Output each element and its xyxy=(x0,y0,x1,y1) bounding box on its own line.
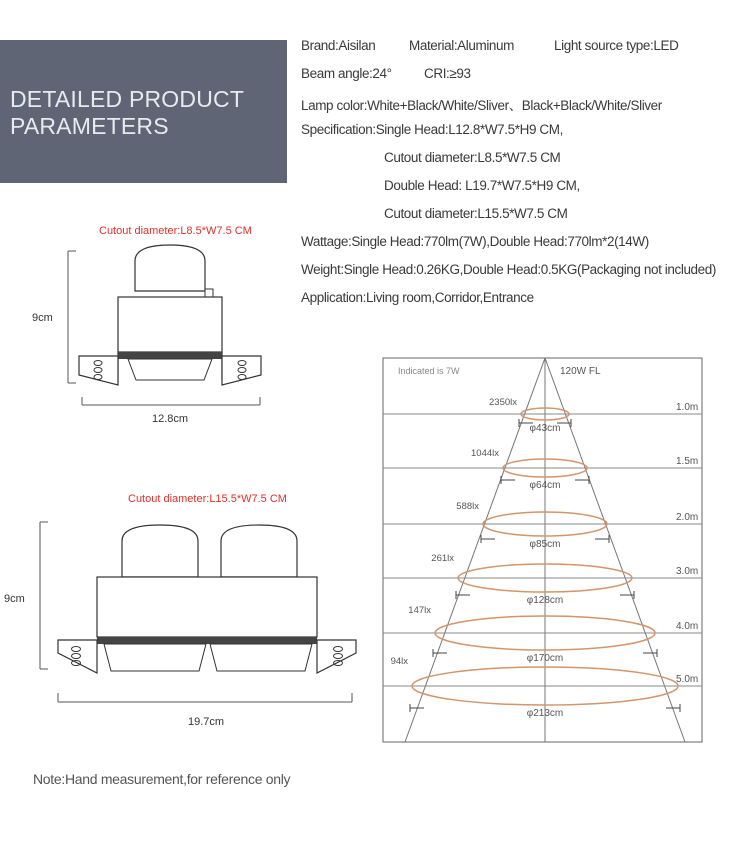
beam-distance-label: 1.0m xyxy=(676,402,699,413)
beam-diameter-label: φ128cm xyxy=(526,595,564,606)
beam-diameter-label: φ85cm xyxy=(529,539,561,550)
beam-distance-label: 4.0m xyxy=(676,621,699,632)
single-cutout-label: Cutout diameter:L8.5*W7.5 CM xyxy=(99,225,252,237)
spec-weight: Weight:Single Head:0.26KG,Double Head:0.5KG(Packaging not included) xyxy=(301,262,716,277)
spec-cutout-single: Cutout diameter:L8.5*W7.5 CM xyxy=(384,150,561,165)
beam-chart-title: 120W FL xyxy=(560,366,601,377)
single-height-label: 9cm xyxy=(32,312,53,324)
spec-wattage: Wattage:Single Head:770lm(7W),Double Head:770lm*2(14W) xyxy=(301,234,649,249)
beam-lux-label: 261lx xyxy=(431,553,454,564)
beam-lux-label: 2350lx xyxy=(489,397,517,408)
beam-lux-label: 1044lx xyxy=(471,448,499,459)
beam-chart-frame xyxy=(383,358,702,742)
double-height-label: 9cm xyxy=(4,593,25,605)
beam-distance-label: 3.0m xyxy=(676,566,699,577)
beam-distance-label: 2.0m xyxy=(676,512,699,523)
beam-chart-note: Indicated is 7W xyxy=(398,366,460,376)
beam-diameter-label: φ170cm xyxy=(526,653,564,664)
beam-lux-label: 94lx xyxy=(390,656,408,667)
spec-cutout-double: Cutout diameter:L15.5*W7.5 CM xyxy=(384,206,568,221)
single-width-label: 12.8cm xyxy=(152,413,189,425)
beam-distance-label: 1.5m xyxy=(676,456,699,467)
beam-diameter-label: φ43cm xyxy=(529,423,561,434)
beam-lux-label: 588lx xyxy=(456,501,479,512)
beam-diameter-label: φ64cm xyxy=(529,480,561,491)
spec-specification-double: Double Head: L19.7*W7.5*H9 CM, xyxy=(384,178,580,193)
banner-title-line2: PARAMETERS xyxy=(10,113,169,139)
spec-beam-angle: Beam angle:24° xyxy=(301,66,392,81)
beam-lux-label: 147lx xyxy=(408,605,431,616)
spec-material: Material:Aluminum xyxy=(409,38,514,53)
double-width-label: 19.7cm xyxy=(188,716,225,728)
spec-light-source: Light source type:LED xyxy=(554,38,679,53)
spec-brand: Brand:Aisilan xyxy=(301,38,376,53)
beam-distance-label: 5.0m xyxy=(676,674,699,685)
double-cutout-label: Cutout diameter:L15.5*W7.5 CM xyxy=(128,493,287,505)
banner-title-line1: DETAILED PRODUCT xyxy=(10,86,245,112)
footer-note: Note:Hand measurement,for reference only xyxy=(33,771,291,787)
beam-diameter-label: φ213cm xyxy=(526,708,564,719)
spec-application: Application:Living room,Corridor,Entrance xyxy=(301,290,534,305)
spec-lamp-color: Lamp color:White+Black/White/Sliver、Black+Black/White/Sliver xyxy=(301,98,662,113)
spec-cri: CRI:≥93 xyxy=(424,66,471,81)
spec-specification-single: Specification:Single Head:L12.8*W7.5*H9 CM, xyxy=(301,122,563,137)
